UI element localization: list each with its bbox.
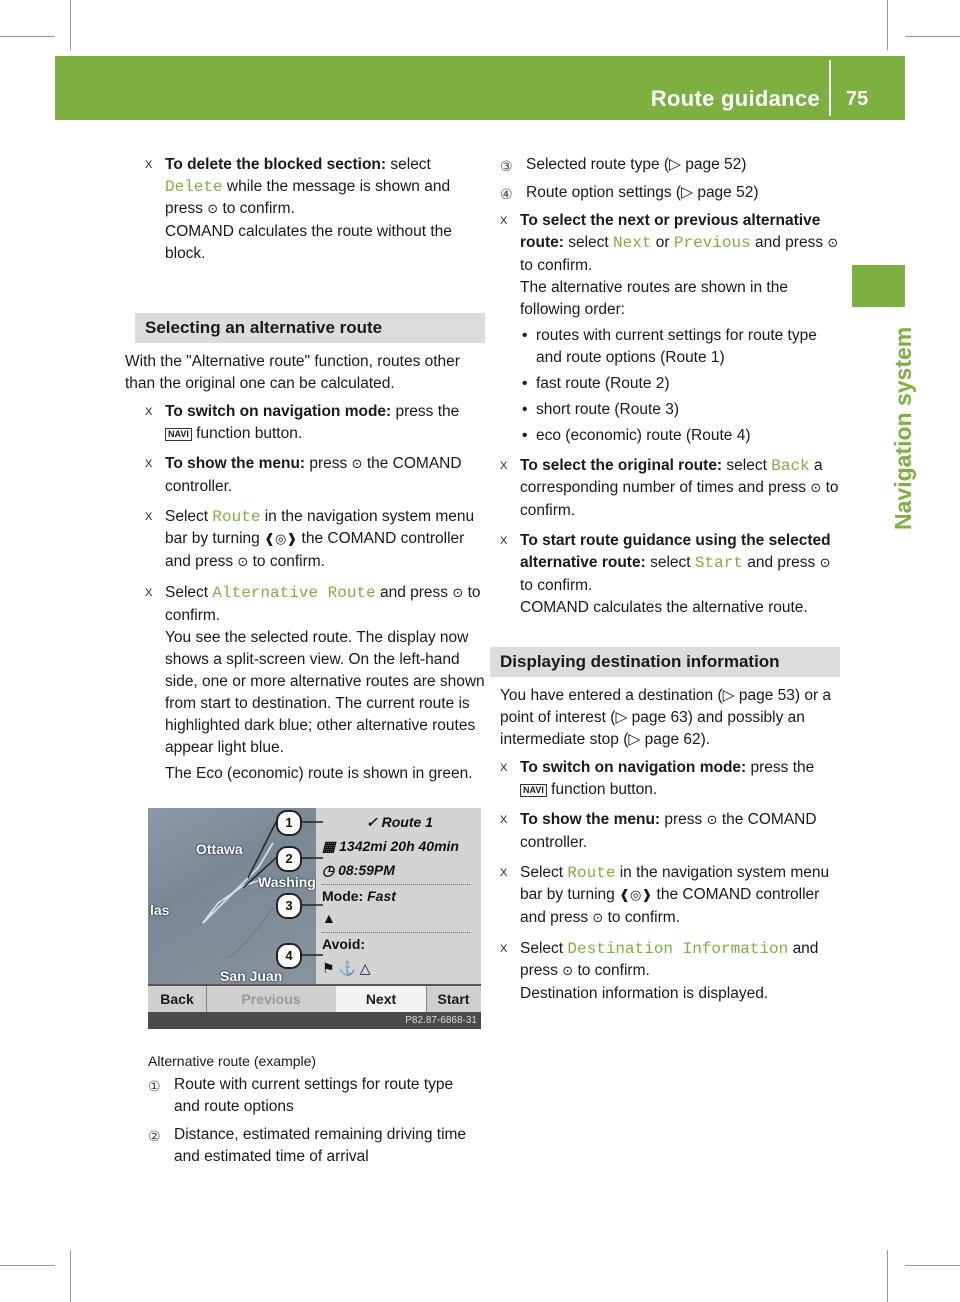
press-controller-icon: ⊙	[237, 555, 249, 570]
legend-item	[500, 182, 840, 204]
step-text: the COMAND controller.	[520, 811, 817, 851]
menu-item-route: Route	[567, 864, 616, 882]
step-text: to confirm.	[222, 200, 295, 217]
avoid-label: Avoid:	[322, 936, 366, 952]
step-text: while the message is shown and press	[165, 178, 451, 217]
route-name: Route 1	[381, 814, 433, 830]
map-city-label: Washing	[258, 874, 316, 890]
legend-text: Selected route type (▷ page 52)	[526, 156, 747, 173]
next-button[interactable]: Next	[336, 986, 427, 1012]
press-controller-icon: ⊙	[810, 481, 822, 496]
number-1-icon: ①	[148, 1079, 161, 1095]
step-text: function button.	[551, 781, 658, 798]
press-controller-icon: ⊙	[592, 911, 604, 926]
instruction-step	[500, 210, 840, 447]
left-column	[125, 154, 485, 793]
distance-value: 1342mi 20h 40min	[339, 838, 459, 854]
step-arrow-icon: X	[500, 943, 508, 955]
step-text: a corresponding number of times and press	[520, 457, 823, 496]
step-text: select	[726, 457, 767, 474]
instruction-step	[145, 582, 485, 785]
list-item-text: short route (Route 3)	[536, 401, 680, 418]
number-3-icon: ③	[500, 159, 513, 175]
list-item	[520, 325, 840, 369]
step-result: The Eco (economic) route is shown in green.	[165, 765, 473, 782]
turn-controller-icon: ❰◎❱	[264, 532, 298, 547]
menu-item-destination-information: Destination Information	[567, 940, 789, 958]
turn-controller-icon: ❰◎❱	[619, 888, 653, 903]
bullet-icon: •	[522, 327, 528, 344]
step-arrow-icon: X	[500, 460, 508, 472]
instruction-step	[145, 401, 485, 445]
bullet-icon: •	[522, 375, 528, 392]
step-heading: To switch on navigation mode:	[520, 759, 747, 776]
step-result: Destination information is displayed.	[520, 985, 769, 1002]
header-separator	[829, 60, 831, 116]
figure-caption-block	[148, 1040, 483, 1174]
list-item	[520, 373, 840, 395]
step-heading: To delete the blocked section:	[165, 156, 387, 173]
step-result: The alternative routes are shown in the following order:	[520, 279, 788, 318]
step-text: select	[650, 554, 691, 571]
step-text: and press	[755, 234, 824, 251]
step-text: Select	[520, 864, 564, 881]
step-text: select	[390, 156, 431, 173]
section-intro: With the "Alternative route" function, routes other than the original one can be calculated.	[125, 353, 460, 392]
menu-item-route: Route	[212, 508, 261, 526]
crop-mark	[70, 0, 71, 50]
avoid-options-icon: ⚑ ⚓ △	[322, 960, 371, 976]
step-arrow-icon: X	[145, 159, 153, 171]
start-button[interactable]: Start	[437, 991, 470, 1007]
number-4-icon: ④	[500, 187, 513, 203]
instruction-step	[500, 530, 840, 619]
menu-item-start: Start	[694, 554, 743, 572]
alternative-route-screenshot	[148, 808, 481, 1029]
step-arrow-icon: X	[145, 406, 153, 418]
step-text: to confirm.	[520, 479, 839, 519]
step-text: or	[655, 234, 670, 251]
press-controller-icon: ⊙	[562, 964, 574, 979]
section-heading: Selecting an alternative route	[135, 313, 485, 343]
crop-mark	[0, 1265, 55, 1266]
press-controller-icon: ⊙	[207, 202, 219, 217]
step-arrow-icon: X	[145, 587, 153, 599]
press-controller-icon: ⊙	[827, 236, 839, 251]
crop-mark	[0, 36, 55, 37]
step-heading: To select the next or previous alternative route:	[520, 212, 821, 251]
number-2-icon: ②	[148, 1129, 161, 1145]
step-arrow-icon: X	[500, 762, 508, 774]
figure-id: P82.87-6868-31	[148, 1012, 481, 1029]
list-item-text: fast route (Route 2)	[536, 375, 670, 392]
map-city-label: las	[150, 902, 170, 918]
step-text: press the	[395, 403, 460, 420]
section-heading: Displaying destination information	[490, 647, 840, 677]
callout-1: 1	[276, 810, 302, 836]
step-result: COMAND calculates the alternative route.	[520, 599, 808, 616]
legend-item	[500, 154, 840, 176]
eta-value: 08:59PM	[338, 862, 395, 878]
callout-4: 4	[276, 943, 302, 969]
instruction-step	[500, 757, 840, 801]
previous-button[interactable]: Previous	[206, 986, 337, 1012]
step-arrow-icon: X	[500, 535, 508, 547]
crop-mark	[905, 36, 960, 37]
figure-caption: Alternative route (example)	[148, 1053, 317, 1069]
navi-button-icon: NAVI	[520, 784, 547, 797]
side-tab-label: Navigation system	[890, 326, 916, 530]
step-text: Select	[165, 584, 209, 601]
step-text: Select	[165, 508, 209, 525]
step-text: press	[309, 455, 348, 472]
step-arrow-icon: X	[500, 814, 508, 826]
bullet-icon: •	[522, 427, 528, 444]
step-text: to confirm.	[520, 577, 593, 594]
step-heading: To switch on navigation mode:	[165, 403, 392, 420]
crop-mark	[905, 1265, 960, 1266]
mode-label: Mode:	[322, 888, 364, 904]
step-text: to confirm.	[520, 257, 593, 274]
press-controller-icon: ⊙	[706, 813, 718, 828]
instruction-step	[500, 862, 840, 930]
legend-text: Distance, estimated remaining driving time and estimated time of arrival	[174, 1126, 467, 1165]
flag-icon: ▦	[322, 838, 336, 854]
back-button[interactable]: Back	[148, 986, 207, 1012]
step-arrow-icon: X	[500, 215, 508, 227]
menu-item-back: Back	[771, 457, 810, 475]
right-column	[500, 154, 840, 1013]
check-icon: ✓	[366, 814, 378, 830]
step-text: to confirm.	[252, 553, 325, 570]
step-text: and press	[379, 584, 449, 601]
menu-item-next: Next	[613, 234, 652, 252]
side-tab-marker	[852, 265, 905, 307]
instruction-step	[500, 455, 840, 522]
menu-item-alternative-route: Alternative Route	[212, 584, 376, 602]
list-item	[520, 399, 840, 421]
step-heading: To select the original route:	[520, 457, 723, 474]
menu-item-delete: Delete	[165, 178, 223, 196]
press-controller-icon: ⊙	[819, 556, 831, 571]
step-text: the COMAND controller.	[165, 455, 462, 495]
step-arrow-icon: X	[145, 511, 153, 523]
instruction-step	[500, 809, 840, 854]
page-title: Route guidance	[650, 86, 820, 111]
crop-mark	[887, 0, 888, 50]
step-text: Select	[520, 940, 564, 957]
step-text: in the navigation system menu bar by turning	[520, 864, 830, 903]
press-controller-icon: ⊙	[452, 586, 464, 601]
step-text: to confirm.	[577, 962, 650, 979]
crop-mark	[70, 1250, 71, 1302]
crop-mark	[887, 1250, 888, 1302]
list-item-text: eco (economic) route (Route 4)	[536, 427, 751, 444]
map-city-label: San Juan	[220, 968, 283, 984]
step-text: the COMAND controller and press	[165, 530, 465, 570]
list-item	[520, 425, 840, 447]
step-heading: To show the menu:	[165, 455, 306, 472]
car-icon: ▲	[322, 910, 336, 926]
step-heading: To start route guidance using the selected alternative route:	[520, 532, 831, 571]
step-text: function button.	[196, 425, 303, 442]
page-number: 75	[846, 88, 869, 110]
bullet-icon: •	[522, 401, 528, 418]
callout-lines	[148, 808, 481, 988]
list-item-text: routes with current settings for route type and route options (Route 1)	[536, 327, 817, 366]
step-text: select	[568, 234, 609, 251]
clock-icon: ◷	[322, 862, 335, 878]
instruction-step	[145, 453, 485, 498]
press-controller-icon: ⊙	[351, 457, 363, 472]
map-city-label: Ottawa	[196, 841, 243, 857]
instruction-step	[145, 154, 485, 265]
step-text: press	[664, 811, 703, 828]
legend-item	[148, 1124, 483, 1168]
step-arrow-icon: X	[145, 458, 153, 470]
legend-text: Route option settings (▷ page 52)	[526, 184, 759, 201]
step-text: in the navigation system menu bar by turning	[165, 508, 475, 547]
callout-3: 3	[276, 893, 302, 919]
step-result: You see the selected route. The display now shows a split-screen view. On the left-hand side, one or more alternative routes are shown from start to destination. The current route is highlighted dark blue; other alternative routes appear light blue.	[165, 629, 485, 756]
navi-button-icon: NAVI	[165, 428, 192, 441]
menu-item-previous: Previous	[673, 234, 751, 252]
step-text: and press	[747, 554, 816, 571]
step-text: and press	[520, 940, 819, 979]
button-bar	[148, 984, 481, 1012]
callout-2: 2	[276, 846, 302, 872]
instruction-step	[500, 938, 840, 1005]
step-text: the COMAND controller and press	[520, 886, 820, 926]
legend-item	[148, 1074, 483, 1118]
step-arrow-icon: X	[500, 867, 508, 879]
step-heading: To show the menu:	[520, 811, 661, 828]
step-text: to confirm.	[165, 584, 481, 624]
step-text: to confirm.	[607, 909, 680, 926]
mode-value: Fast	[367, 888, 396, 904]
section-intro: You have entered a destination (▷ page 53) or a point of interest (▷ page 63) and possibly an intermediate stop (▷ page 62).	[500, 687, 832, 748]
instruction-step	[145, 506, 485, 574]
step-result: COMAND calculates the route without the block.	[165, 223, 452, 262]
step-text: press the	[750, 759, 815, 776]
legend-text: Route with current settings for route type and route options	[174, 1076, 454, 1115]
